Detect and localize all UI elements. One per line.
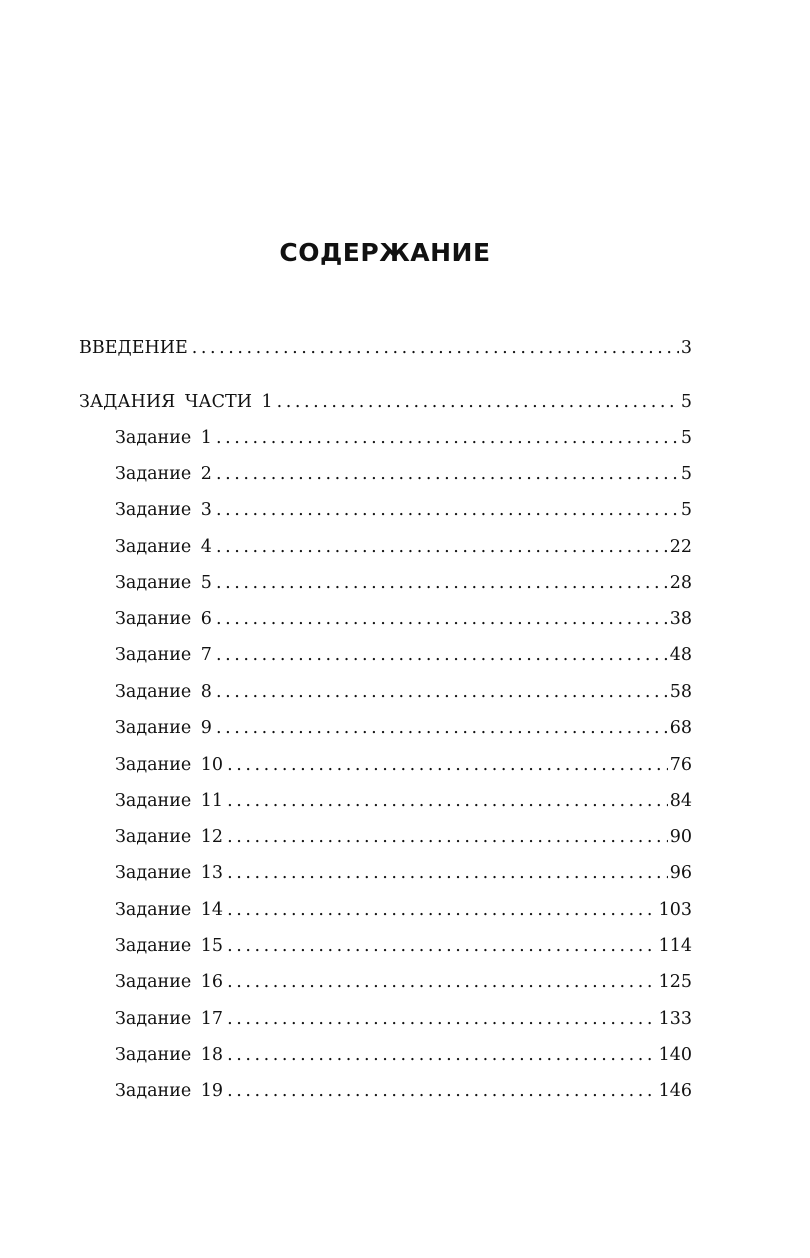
toc-entry-task[interactable] [115, 645, 692, 673]
toc-entry-label: ВВЕДЕНИЕ [79, 338, 188, 358]
toc-entry-page: 96 [669, 863, 692, 883]
toc-dot-leader [277, 392, 679, 412]
toc-entry-page: 22 [669, 537, 692, 557]
toc-entry-task[interactable] [115, 682, 692, 710]
toc-entry-label: Задание 18 [115, 1045, 224, 1065]
toc-entry-label: Задание 2 [115, 464, 212, 484]
toc-entry-label: Задание 11 [115, 791, 224, 811]
toc-entry-task[interactable] [115, 537, 692, 565]
toc-entry-label: Задание 14 [115, 900, 224, 920]
toc-entry-task[interactable] [115, 573, 692, 601]
toc-entry-label: Задание 19 [115, 1081, 224, 1101]
toc-entry-label: Задание 4 [115, 537, 212, 557]
toc-entry-task[interactable] [115, 1009, 692, 1037]
toc-entry-page: 38 [669, 609, 692, 629]
toc-entry-label: Задание 5 [115, 573, 212, 593]
toc-entry-label: Задание 6 [115, 609, 212, 629]
toc-entry-task[interactable] [115, 827, 692, 855]
toc-dot-leader [216, 573, 668, 593]
toc-entry-page: 48 [669, 645, 692, 665]
toc-entry-page: 84 [669, 791, 692, 811]
toc-entry-label: Задание 8 [115, 682, 212, 702]
toc-dot-leader [227, 900, 657, 920]
toc-entry-page: 5 [680, 392, 692, 412]
toc-entry-page: 90 [669, 827, 692, 847]
toc-entry-task[interactable] [115, 755, 692, 783]
toc-dot-leader [216, 500, 679, 520]
toc-entry-part-1[interactable] [79, 392, 692, 420]
toc-dot-leader [216, 718, 668, 738]
toc-entry-task[interactable] [115, 1081, 692, 1109]
toc-dot-leader [192, 338, 679, 358]
toc-entry-label: Задание 10 [115, 755, 224, 775]
toc-entry-page: 3 [680, 338, 692, 358]
toc-dot-leader [227, 1009, 657, 1029]
toc-dot-leader [216, 464, 679, 484]
toc-dot-leader [227, 827, 668, 847]
toc-dot-leader [227, 936, 657, 956]
toc-entry-label: Задание 16 [115, 972, 224, 992]
toc-dot-leader [216, 682, 668, 702]
toc-entry-label: Задание 17 [115, 1009, 224, 1029]
toc-entry-task[interactable] [115, 900, 692, 928]
toc-entry-task[interactable] [115, 972, 692, 1000]
toc-dot-leader [227, 755, 668, 775]
toc-entry-task[interactable] [115, 609, 692, 637]
toc-dot-leader [227, 972, 657, 992]
toc-entry-label: Задание 3 [115, 500, 212, 520]
toc-entry-page: 76 [669, 755, 692, 775]
toc-entry-introduction[interactable] [79, 338, 692, 366]
toc-entry-page: 140 [658, 1045, 692, 1065]
toc-entry-task[interactable] [115, 863, 692, 891]
toc-dot-leader [227, 863, 668, 883]
toc-entry-page: 133 [658, 1009, 692, 1029]
toc-dot-leader [227, 791, 668, 811]
toc-entry-label: Задание 7 [115, 645, 212, 665]
toc-entry-task[interactable] [115, 718, 692, 746]
toc-entry-task[interactable] [115, 428, 692, 456]
toc-dot-leader [216, 537, 668, 557]
toc-entry-page: 5 [680, 464, 692, 484]
page-title: СОДЕРЖАНИЕ [279, 238, 491, 267]
toc-entry-label: Задание 13 [115, 863, 224, 883]
toc-dot-leader [216, 428, 679, 448]
toc-dot-leader [216, 645, 668, 665]
toc-entry-task[interactable] [115, 936, 692, 964]
toc-entry-label: Задание 12 [115, 827, 224, 847]
toc-entry-page: 125 [658, 972, 692, 992]
toc-entry-task[interactable] [115, 500, 692, 528]
toc-dot-leader [216, 609, 668, 629]
toc-entry-label: Задание 15 [115, 936, 224, 956]
toc-dot-leader [227, 1045, 657, 1065]
toc-entry-page: 68 [669, 718, 692, 738]
toc-entry-page: 58 [669, 682, 692, 702]
toc-entry-page: 114 [658, 936, 692, 956]
toc-entry-page: 28 [669, 573, 692, 593]
toc-entry-page: 103 [658, 900, 692, 920]
toc-entry-page: 5 [680, 428, 692, 448]
toc-dot-leader [227, 1081, 657, 1101]
toc-entry-task[interactable] [115, 1045, 692, 1073]
toc-entry-page: 146 [658, 1081, 692, 1101]
toc-entry-page: 5 [680, 500, 692, 520]
toc-entry-task[interactable] [115, 791, 692, 819]
toc-entry-task[interactable] [115, 464, 692, 492]
toc-entry-label: Задание 1 [115, 428, 212, 448]
toc-entry-label: Задание 9 [115, 718, 212, 738]
toc-entry-label: ЗАДАНИЯ ЧАСТИ 1 [79, 392, 273, 412]
